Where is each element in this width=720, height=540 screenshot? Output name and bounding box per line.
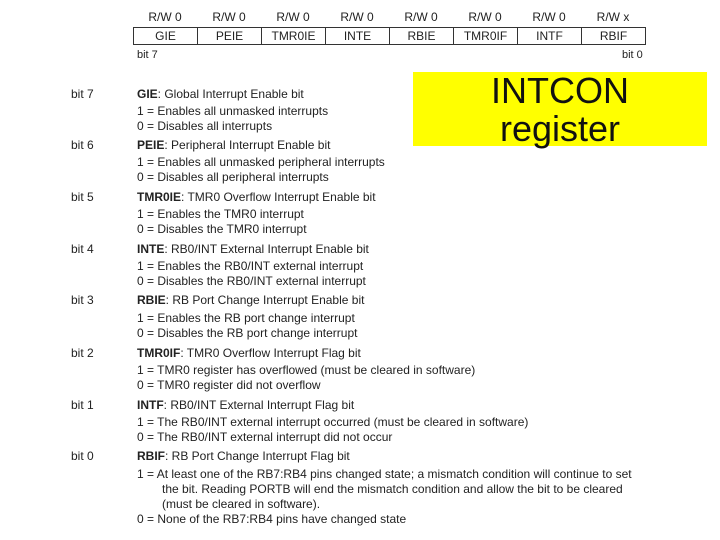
bit-name: TMR0IE (137, 190, 182, 204)
bit-name: PEIE (137, 138, 165, 152)
bit-cell-tmr0if: TMR0IF (454, 28, 518, 45)
bit-title (137, 449, 350, 463)
description-line: 0 = Disables all interrupts (137, 119, 273, 133)
bit-title-text: : TMR0 Overflow Interrupt Enable bit (181, 190, 376, 204)
bit-number: bit 1 (71, 398, 94, 412)
bit-name: INTF (137, 398, 164, 412)
description-line: 0 = The RB0/INT external interrupt did not occur (137, 430, 393, 444)
bit-number: bit 2 (71, 346, 94, 360)
note-line-2: register (499, 108, 621, 149)
bit-number: bit 3 (71, 293, 94, 307)
description-line: (must be cleared in software). (162, 497, 321, 511)
bit-number: bit 6 (71, 138, 94, 152)
description-line: 0 = TMR0 register did not overflow (137, 378, 321, 392)
bit-name: GIE (137, 87, 158, 101)
bit-title-text: : RB Port Change Interrupt Flag bit (165, 449, 350, 463)
bit-title (137, 190, 376, 204)
bit-right-label: bit 0 (622, 49, 643, 61)
description-line: 1 = Enables the RB0/INT external interrupt (137, 259, 364, 273)
access-label-bit6: R/W 0 (212, 10, 246, 24)
register-bit-table (133, 27, 646, 45)
description-line: 1 = Enables the RB port change interrupt (137, 311, 355, 325)
description-line: 0 = Disables all peripheral interrupts (137, 170, 329, 184)
note-line-1: INTCON (491, 70, 629, 111)
bit-name: RBIF (137, 449, 165, 463)
bit-title (137, 87, 304, 101)
description-line: 1 = TMR0 register has overflowed (must be cleared in software) (137, 363, 476, 377)
bit-title-text: : TMR0 Overflow Interrupt Flag bit (180, 346, 361, 360)
bit-cell-rbif: RBIF (582, 28, 646, 45)
bit-cell-inte: INTE (326, 28, 390, 45)
description-line: 1 = Enables all unmasked peripheral interrupts (137, 155, 385, 169)
bit-number: bit 0 (71, 449, 94, 463)
bit-number: bit 5 (71, 190, 94, 204)
bit-title (137, 346, 361, 360)
bit-name: INTE (137, 242, 165, 256)
access-label-bit7: R/W 0 (148, 10, 182, 24)
description-line: 0 = Disables the RB port change interrupt (137, 326, 358, 340)
bit-title (137, 398, 354, 412)
access-label-bit5: R/W 0 (276, 10, 310, 24)
bit-title-text: : RB0/INT External Interrupt Enable bit (164, 242, 369, 256)
bit-number: bit 4 (71, 242, 94, 256)
bit-name: RBIE (137, 293, 166, 307)
description-line: 1 = The RB0/INT external interrupt occurred (must be cleared in software) (137, 415, 529, 429)
bit-title-text: : Peripheral Interrupt Enable bit (164, 138, 331, 152)
access-label-bit1: R/W 0 (532, 10, 566, 24)
description-line: the bit. Reading PORTB will end the mismatch condition and allow the bit to be cleared (162, 482, 623, 496)
bit-title (137, 242, 369, 256)
bit-title (137, 293, 364, 307)
bit-cell-peie: PEIE (198, 28, 262, 45)
description-line: 1 = At least one of the RB7:RB4 pins changed state; a mismatch condition will continue to set (137, 467, 632, 481)
access-label-bit0: R/W x (596, 10, 630, 24)
description-line: 0 = Disables the RB0/INT external interrupt (137, 274, 366, 288)
bit-number: bit 7 (71, 87, 94, 101)
bit-cell-intf: INTF (518, 28, 582, 45)
bit-title-text: : RB Port Change Interrupt Enable bit (165, 293, 365, 307)
description-line: 1 = Enables the TMR0 interrupt (137, 207, 304, 221)
bit-name: TMR0IF (137, 346, 181, 360)
access-label-bit4: R/W 0 (340, 10, 374, 24)
bit-cell-rbie: RBIE (390, 28, 454, 45)
intcon-register-note (413, 70, 707, 149)
bit-cell-tmr0ie: TMR0IE (262, 28, 326, 45)
bit-title-text: : RB0/INT External Interrupt Flag bit (163, 398, 355, 412)
bit-left-label: bit 7 (137, 49, 158, 61)
access-label-bit2: R/W 0 (468, 10, 502, 24)
description-line: 0 = None of the RB7:RB4 pins have changed state (137, 512, 407, 526)
access-label-bit3: R/W 0 (404, 10, 438, 24)
bit-title (137, 138, 330, 152)
description-line: 0 = Disables the TMR0 interrupt (137, 222, 307, 236)
bit-cell-gie: GIE (134, 28, 198, 45)
bit-title-text: : Global Interrupt Enable bit (157, 87, 304, 101)
description-line: 1 = Enables all unmasked interrupts (137, 104, 329, 118)
